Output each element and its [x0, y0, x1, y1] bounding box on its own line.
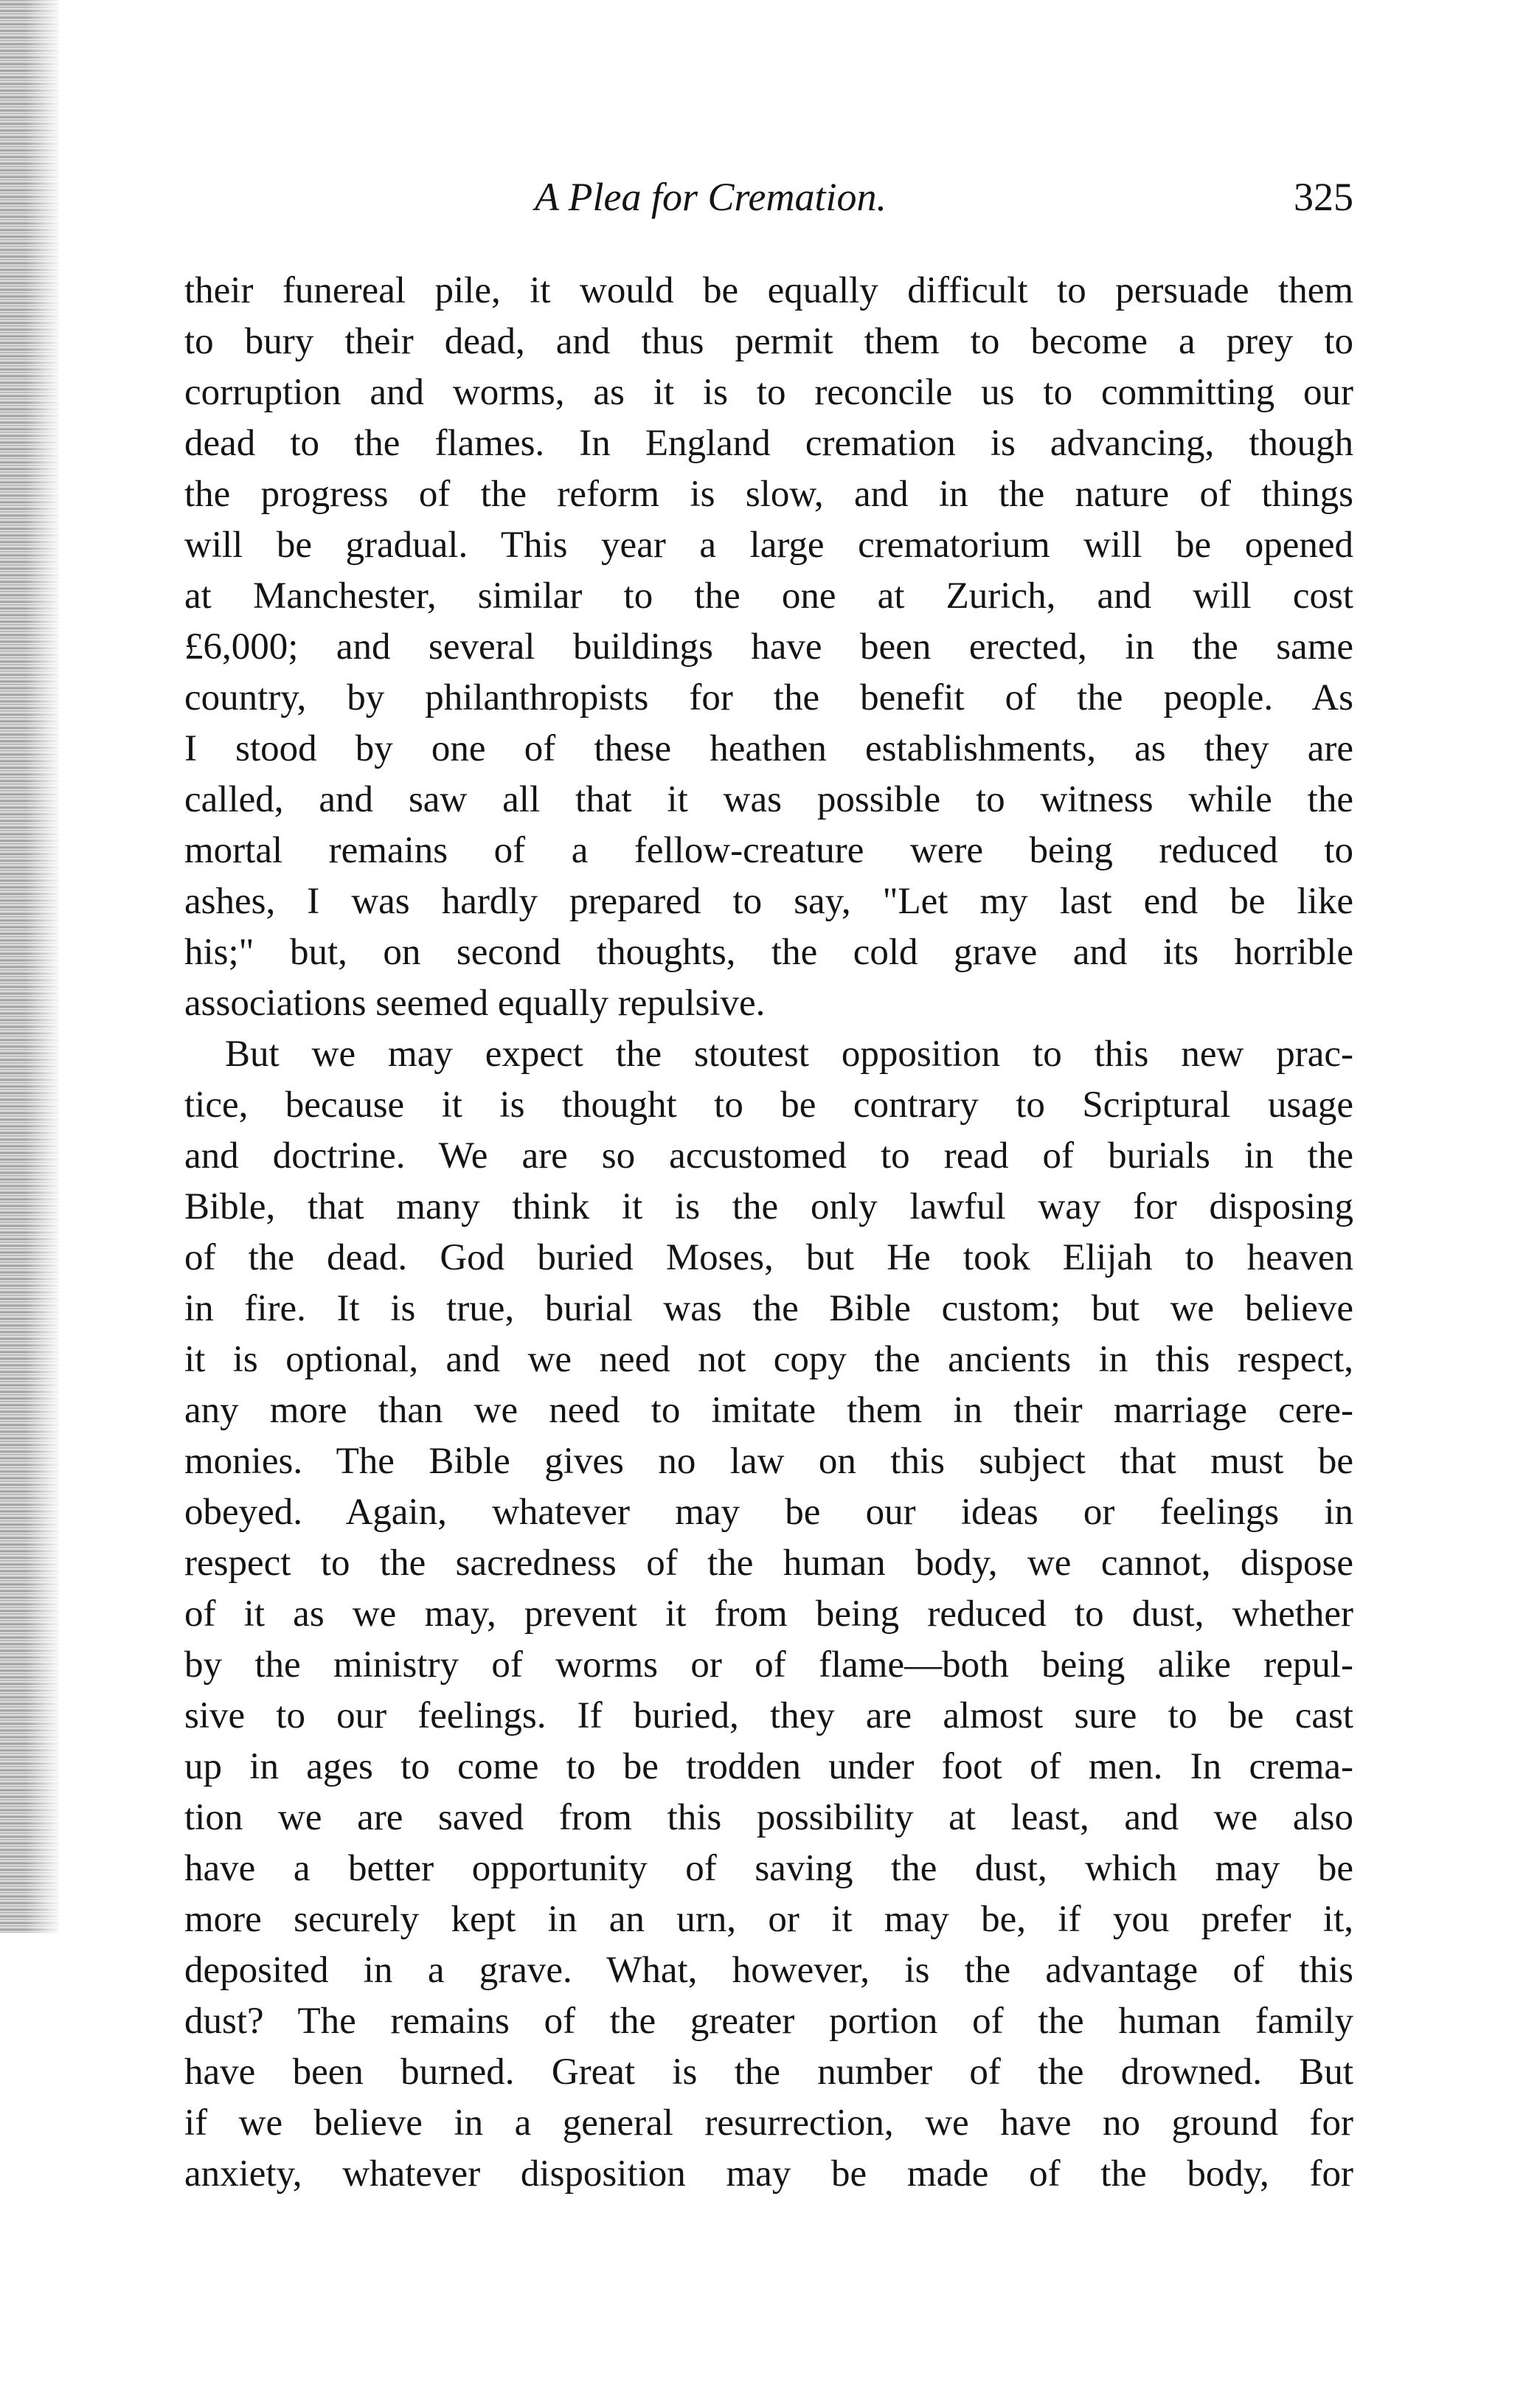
running-head: [184, 170, 1353, 236]
text-line: to bury their dead, and thus permit them to become a prey to: [184, 321, 1353, 362]
text-line: Bible, that many think it is the only lawful way for disposing: [184, 1186, 1353, 1227]
text-line: if we believe in a general resurrection, we have no ground for: [184, 2102, 1353, 2144]
body-text: [184, 266, 1353, 2200]
text-line: it is optional, and we need not copy the ancients in this respect,: [184, 1339, 1353, 1380]
text-line: have been burned. Great is the number of the drowned. But: [184, 2051, 1353, 2093]
page-binding-edge: [0, 0, 59, 1933]
page-number: 325: [1294, 175, 1353, 219]
text-line: and doctrine. We are so accustomed to read of burials in the: [184, 1135, 1353, 1177]
paragraph-1: [184, 266, 1353, 1029]
text-line: I stood by one of these heathen establishments, as they are: [184, 728, 1353, 769]
text-line: But we may expect the stoutest opposition to this new prac-: [225, 1033, 1353, 1075]
text-line: corruption and worms, as it is to reconcile us to committing our: [184, 372, 1353, 413]
running-title: A Plea for Cremation.: [535, 175, 887, 219]
text-line: deposited in a grave. What, however, is the advantage of this: [184, 1950, 1353, 1991]
text-line: will be gradual. This year a large crematorium will be opened: [184, 524, 1353, 566]
text-line: dead to the flames. In England cremation is advancing, though: [184, 423, 1353, 464]
text-line: associations seemed equally repulsive.: [184, 983, 766, 1024]
text-line: tice, because it is thought to be contrary to Scriptural usage: [184, 1084, 1353, 1126]
text-line: called, and saw all that it was possible to witness while the: [184, 779, 1353, 820]
text-line: monies. The Bible gives no law on this subject that must be: [184, 1441, 1353, 1482]
text-line: in fire. It is true, burial was the Bible custom; but we believe: [184, 1288, 1353, 1329]
text-line: dust? The remains of the greater portion of the human family: [184, 2001, 1353, 2042]
book-page: [184, 170, 1353, 2200]
text-line: their funereal pile, it would be equally difficult to persuade them: [184, 270, 1353, 311]
text-line: his;" but, on second thoughts, the cold grave and its horrible: [184, 932, 1353, 973]
text-line: tion we are saved from this possibility at least, and we also: [184, 1797, 1353, 1838]
text-line: obeyed. Again, whatever may be our ideas or feelings in: [184, 1492, 1353, 1533]
text-line: of the dead. God buried Moses, but He took Elijah to heaven: [184, 1237, 1353, 1278]
text-line: any more than we need to imitate them in their marriage cere-: [184, 1390, 1353, 1431]
text-line: up in ages to come to be trodden under foot of men. In crema-: [184, 1746, 1353, 1787]
text-line: mortal remains of a fellow-creature were being reduced to: [184, 830, 1353, 871]
text-line: sive to our feelings. If buried, they are almost sure to be cast: [184, 1695, 1353, 1736]
text-line: anxiety, whatever disposition may be made of the body, for: [184, 2153, 1353, 2195]
text-line: the progress of the reform is slow, and in the nature of things: [184, 474, 1353, 515]
text-line: respect to the sacredness of the human body, we cannot, dispose: [184, 1542, 1353, 1584]
text-line: more securely kept in an urn, or it may be, if you prefer it,: [184, 1899, 1353, 1940]
text-line: of it as we may, prevent it from being reduced to dust, whether: [184, 1593, 1353, 1635]
text-line: ashes, I was hardly prepared to say, "Let my last end be like: [184, 881, 1353, 922]
text-line: at Manchester, similar to the one at Zurich, and will cost: [184, 575, 1353, 617]
text-line: country, by philanthropists for the benefit of the people. As: [184, 677, 1353, 718]
paragraph-2: [184, 1029, 1353, 2200]
text-line: by the ministry of worms or of flame—both being alike repul-: [184, 1644, 1353, 1686]
text-line: have a better opportunity of saving the dust, which may be: [184, 1848, 1353, 1889]
text-line: £6,000; and several buildings have been erected, in the same: [184, 626, 1353, 668]
